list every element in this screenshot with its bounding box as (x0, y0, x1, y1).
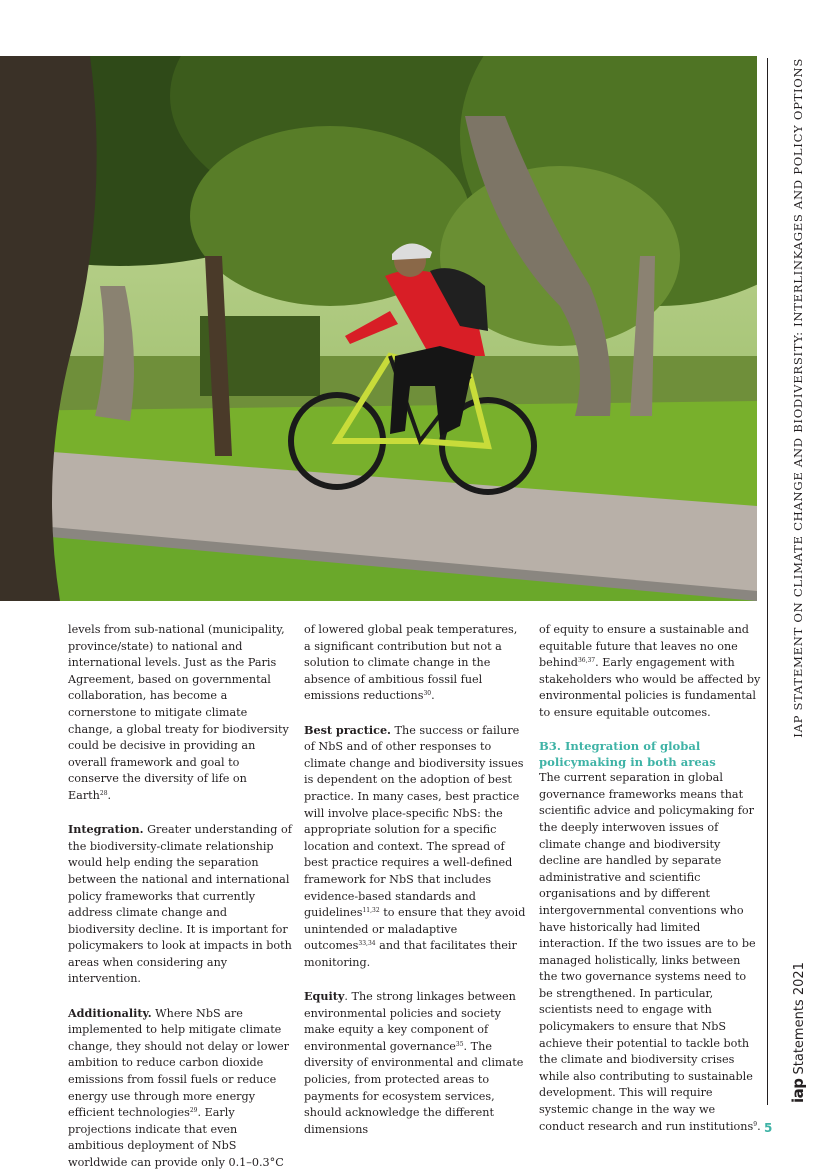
paragraph-continued (539, 622, 761, 722)
paragraph-lead: Equity (304, 989, 345, 1004)
text-column-1 (68, 622, 292, 1172)
paragraph-text: levels from sub-national (municipality, province/state) to national and international levels. Just as the Paris Agreement, based on governmental collaboration, has become a cornerstone to mitigate climate change, a global treaty for biodiversity could be decisive in providing an overall framework and goal to conserve the diversity of life on Earth (68, 623, 289, 802)
paragraph-text: . The strong linkages between environmental policies and society make equity a key component of environmental governance (304, 990, 516, 1053)
paragraph-text: The current separation in global governance frameworks means that scientific advice and policymaking for the deeply interwoven issues of climate change and biodiversity decline are handled by separate administrative and scientific organisations and by different intergovernmental conventions who have historically had limited interaction. If the two issues are to be managed holistically, links between the two governance systems need to be strengthened. In particular, scientists need to engage with policymakers to ensure that NbS achieve their potential to tackle both the climate and biodiversity crises while also contributing to sustainable development. This will require systemic change in the way we conduct research and run institutions (539, 771, 756, 1133)
paragraph-text: Greater understanding of the biodiversity-climate relationship would help ending the separation between the national and international policy frameworks that currently address climate change and biodiversity decline. It is important for policymakers to look at impacts in both areas when considering any intervention. (68, 823, 292, 986)
paragraph-intro: levels from sub-national (municipality, province/state) to national and international levels. Just as the Paris Agreement, based on governmental collaboration, has become a cornerstone to mitigate climate change, a global treaty for biodiversity could be decisive in providing an overall framework and goal to conserve the diversity of life on Earth$^{28}$. (68, 623, 289, 802)
paragraph-text: of equity to ensure a sustainable and equitable future that leaves no one behind (539, 623, 749, 670)
paragraph-text: and that facilitates their monitoring. (304, 939, 517, 969)
paragraph-additionality (68, 1005, 292, 1172)
paragraph-text: . Early projections indicate that even ambitious deployment of NbS worldwide can provide only 0.1–0.3°C (68, 1106, 284, 1169)
reference-number: 29 (189, 1107, 198, 1115)
paragraph-integration-global (539, 770, 761, 1135)
sidebar-series (786, 962, 810, 1103)
sidebar-title (786, 58, 810, 740)
paragraph-lead: Additionality. (68, 1005, 152, 1020)
text-column-2 (304, 622, 526, 1138)
paragraph-text: Where NbS are implemented to help mitigate climate change, they should not delay or lower ambition to reduce carbon dioxide emissions from fossil fuels or reduce energy use through more energy efficient technologies (68, 1006, 290, 1120)
paragraph-end: . (757, 1119, 761, 1133)
paragraph-text: to ensure that they avoid unintended or maladaptive outcomes (304, 906, 526, 953)
series-label: Statements 2021 (792, 962, 807, 1075)
page-number: 5 (764, 1121, 773, 1135)
paragraph-text: of lowered global peak temperatures, a significant contribution but not a solution to climate change in the absence of ambitious fossil fuel emissions reductions (304, 623, 518, 703)
paragraph-lead: Best practice. (304, 722, 391, 737)
reference-number: 30 (423, 690, 432, 698)
photo-illustration (0, 56, 757, 601)
paragraph-text: . The diversity of environmental and climate policies, from protected areas to payments for ecosystem services, should acknowledge the different dimensions (304, 1039, 524, 1136)
sidebar-title-text: IAP STATEMENT ON CLIMATE CHANGE AND BIODIVERSITY: INTERLINKAGES AND POLICY OPTIONS (791, 58, 805, 738)
paragraph-continued (304, 622, 526, 705)
section-heading: B3. Integration of global policymaking in both areas (539, 739, 716, 770)
reference-number: 35 (455, 1040, 464, 1048)
reference-number: 36,37 (577, 657, 596, 665)
iap-logo: iap (789, 1078, 807, 1103)
park-cyclist-photo (0, 56, 757, 601)
paragraph-lead: Integration. (68, 822, 144, 837)
paragraph-text: . Early engagement with stakeholders who would be affected by environmental policies is fundamental to ensure equitable outcomes. (539, 656, 761, 719)
sidebar-series-inner (786, 962, 810, 1103)
reference-number: 11,32 (362, 907, 380, 915)
paragraph-equity (304, 988, 526, 1138)
reference-number: 33,34 (358, 940, 376, 948)
text-column-3 (539, 622, 761, 1135)
sidebar-divider (767, 58, 768, 1105)
paragraph-best-practice (304, 722, 526, 972)
reference-number: 9 (753, 1120, 758, 1128)
paragraph-end: . (431, 689, 435, 703)
paragraph-integration (68, 821, 292, 988)
paragraph-text: The success or failure of NbS and of other responses to climate change and biodiversity issues is dependent on the adoption of best practice. In many cases, best practice will involve place-specific NbS: the appropriate solution for a specific location and context. The spread of best practice requires a well-defined framework for NbS that includes evidence-based standards and guidelines (304, 723, 524, 920)
reference-number: 28 (99, 789, 108, 797)
